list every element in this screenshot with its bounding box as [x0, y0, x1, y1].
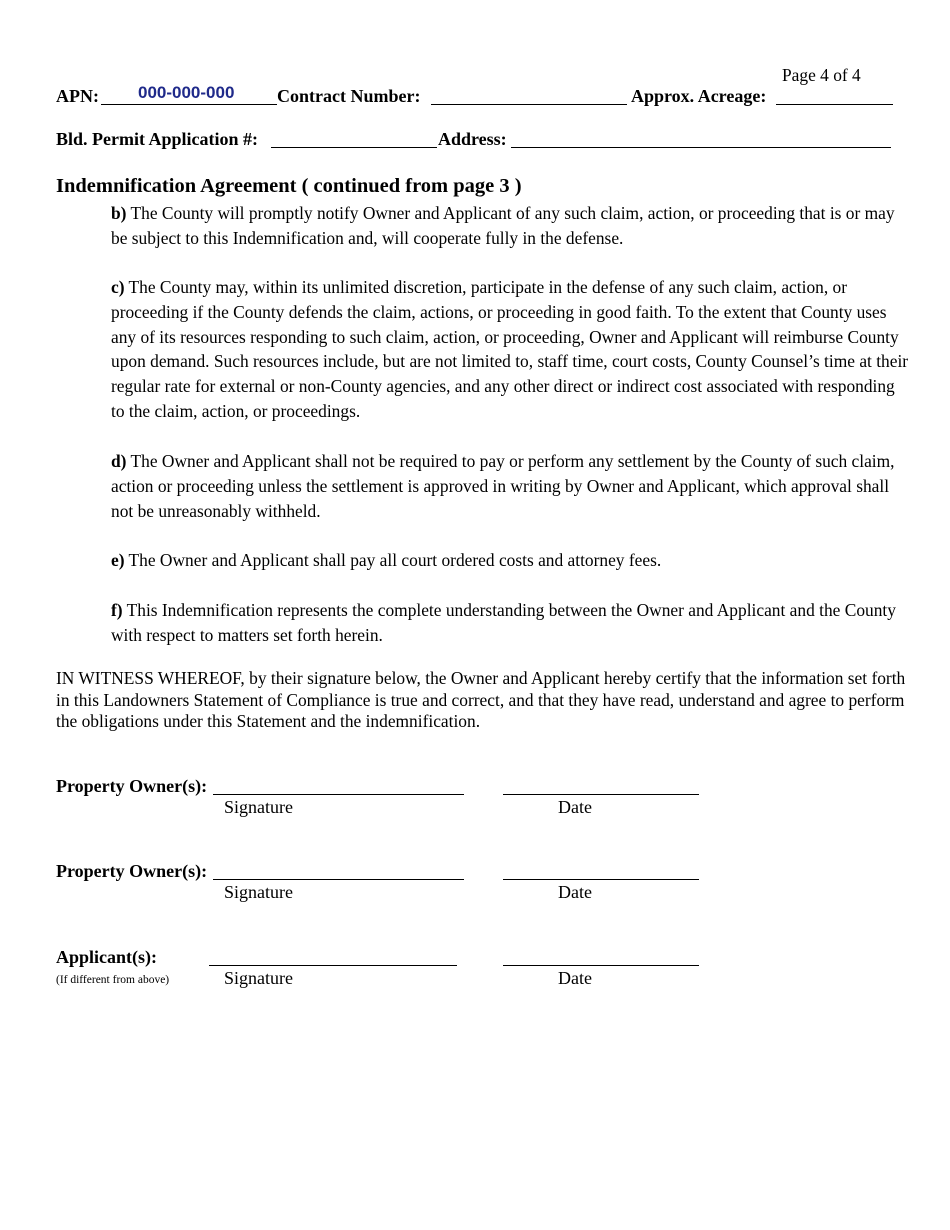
- applicant-label: Applicant(s):: [56, 947, 158, 967]
- acreage-field[interactable]: [776, 104, 893, 105]
- witness-statement: IN WITNESS WHEREOF, by their signature below, the Owner and Applicant hereby certify that the information set forth in this Landowners Statement of Compliance is true and correct, and that they have read, understand and agree to perform the obligations under this Statement and the indemnification.: [56, 668, 906, 731]
- signature-caption: Signature: [224, 968, 293, 988]
- address-field[interactable]: [511, 147, 891, 148]
- clause-e: [111, 548, 911, 573]
- address-label: Address:: [438, 129, 507, 149]
- date-caption: Date: [558, 968, 592, 988]
- permit-application-field[interactable]: [271, 147, 437, 148]
- apn-label: APN:: [56, 86, 99, 106]
- signature-caption: Signature: [224, 882, 293, 902]
- apn-field-line[interactable]: [101, 104, 277, 105]
- clause-text: The Owner and Applicant shall not be required to pay or perform any settlement by the County of such claim, action or proceeding unless the settlement is approved in writing by Owner and Applicant, which approval shall not be unreasonably withheld.: [111, 451, 895, 521]
- date-caption: Date: [558, 882, 592, 902]
- apn-value[interactable]: 000-000-000: [138, 83, 235, 102]
- acreage-label: Approx. Acreage:: [631, 86, 767, 106]
- applicant-note: (If different from above): [56, 974, 170, 986]
- owner-date-line[interactable]: [503, 794, 699, 795]
- contract-number-field[interactable]: [431, 104, 627, 105]
- owner-signature-line[interactable]: [213, 879, 464, 880]
- page-number: Page 4 of 4: [782, 65, 861, 85]
- owner-signature-line[interactable]: [213, 794, 464, 795]
- permit-application-label: Bld. Permit Application #:: [56, 129, 258, 149]
- signature-caption: Signature: [224, 797, 293, 817]
- clause-d: [111, 449, 911, 523]
- clause-text: This Indemnification represents the complete understanding between the Owner and Applicant and the County with respect to matters set forth herein.: [111, 600, 896, 645]
- clause-label: d): [111, 451, 127, 471]
- clause-label: c): [111, 277, 125, 297]
- clause-label: f): [111, 600, 123, 620]
- clause-c: [111, 275, 911, 424]
- applicant-signature-line[interactable]: [209, 965, 457, 966]
- section-title: Indemnification Agreement ( continued from page 3 ): [56, 175, 522, 197]
- clause-label: e): [111, 550, 125, 570]
- owner-date-line[interactable]: [503, 879, 699, 880]
- applicant-date-line[interactable]: [503, 965, 699, 966]
- clause-text: The Owner and Applicant shall pay all court ordered costs and attorney fees.: [124, 550, 662, 570]
- date-caption: Date: [558, 797, 592, 817]
- property-owner-label: Property Owner(s):: [56, 776, 208, 796]
- property-owner-label: Property Owner(s):: [56, 861, 208, 881]
- clause-label: b): [111, 203, 127, 223]
- contract-number-label: Contract Number:: [277, 86, 421, 106]
- clause-b: [111, 201, 911, 251]
- clause-text: The County may, within its unlimited discretion, participate in the defense of any such claim, action, or proceeding if the County defends the claim, actions, or proceeding in good faith. To the extent that County uses any of its resources responding to such claim, action, or proceeding, Owner and Applicant will reimburse County upon demand. Such resources include, but are not limited to, staff time, court costs, County Counsel’s time at their regular rate for external or non-County agencies, and any other direct or indirect cost associated with responding to the claim, action, or proceedings.: [111, 277, 909, 421]
- clause-f: [111, 598, 911, 648]
- clause-text: The County will promptly notify Owner and Applicant of any such claim, action, or proceeding that is or may be subject to this Indemnification and, will cooperate fully in the defense.: [111, 203, 895, 248]
